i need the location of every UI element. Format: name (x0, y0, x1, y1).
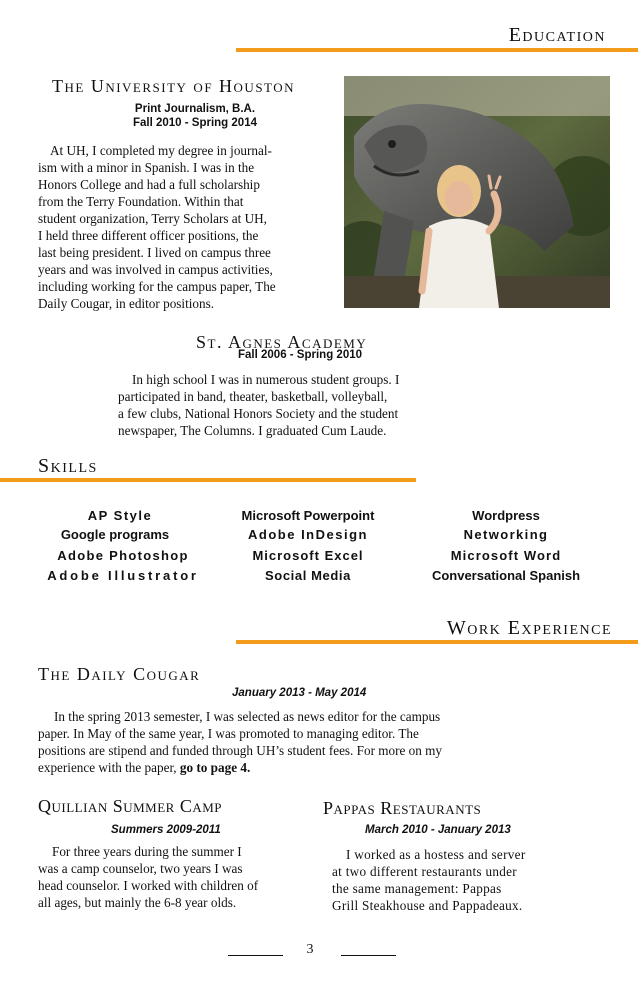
quillian-line: was a camp counselor, two years I was (38, 861, 243, 876)
skills-heading: Skills (38, 455, 98, 477)
daily-cougar-line: paper. In May of the same year, I was promoted to managing editor. The (38, 726, 419, 741)
st-agnes-line: In high school I was in numerous student groups. I (132, 372, 400, 387)
uh-line: student organization, Terry Scholars at UH, (38, 211, 267, 226)
skill-item: Adobe Illustrator (47, 568, 199, 583)
uh-line: At UH, I completed my degree in journal- (50, 143, 272, 158)
uh-line: I held three different officer positions, the (38, 228, 259, 243)
uh-line: from the Terry Foundation. Within that (38, 194, 244, 209)
quillian-line: For three years during the summer I (52, 844, 242, 859)
daily-cougar-line-last (38, 759, 598, 776)
uh-line: Daily Cougar, in editor positions. (38, 296, 215, 311)
daily-cougar-line: In the spring 2013 semester, I was selected as news editor for the campus (54, 709, 441, 724)
pappas-line: the same management: Pappas (332, 881, 502, 896)
daily-cougar-description (38, 708, 598, 776)
pappas-restaurants-description (332, 846, 582, 914)
skill-item: Google programs (60, 527, 170, 542)
pappas-line: at two different restaurants under (332, 864, 517, 879)
uh-dates: Fall 2010 - Spring 2014 (132, 117, 257, 129)
education-heading: Education (508, 24, 606, 46)
skill-item: Social Media (265, 568, 351, 583)
uh-line: last being president. I lived on campus three (38, 245, 271, 260)
uh-line: including working for the campus paper, The (38, 279, 276, 294)
uh-degree: Print Journalism, B.A. (134, 103, 256, 115)
daily-cougar-dates: January 2013 - May 2014 (232, 687, 367, 699)
skill-item: Microsoft Excel (252, 548, 364, 563)
work-heading: Work Experience (446, 617, 612, 639)
quillian-camp-dates: Summers 2009-2011 (111, 824, 221, 836)
skill-item: Conversational Spanish (431, 568, 581, 583)
st-agnes-line: participated in band, theater, basketball, volleyball, (118, 389, 388, 404)
uh-name: The University of Houston (52, 76, 296, 96)
st-agnes-description (118, 371, 478, 439)
quillian-camp-name: Quillian Summer Camp (38, 796, 223, 816)
pappas-line: Grill Steakhouse and Pappadeaux. (332, 898, 523, 913)
go-to-page-4-link[interactable]: go to page 4. (179, 760, 251, 775)
pappas-restaurants-dates: March 2010 - January 2013 (365, 824, 511, 836)
pappas-line: I worked as a hostess and server (346, 847, 526, 862)
skill-item: Adobe InDesign (248, 527, 368, 542)
uh-line: ism with a minor in Spanish. I was in the (38, 160, 255, 175)
quillian-line: all ages, but mainly the 6-8 year olds. (38, 895, 237, 910)
uh-line: Honors College and had a full scholarship (38, 177, 260, 192)
st-agnes-line: a few clubs, National Honors Society and the student (118, 406, 399, 421)
pappas-restaurants-name: Pappas Restaurants (323, 798, 482, 818)
st-agnes-dates: Fall 2006 - Spring 2010 (238, 349, 363, 361)
skill-item: Networking (463, 527, 549, 542)
footer-rule-right (341, 955, 396, 956)
skill-item: Microsoft Powerpoint (241, 508, 375, 523)
graduate-photo (344, 76, 610, 308)
st-agnes-line: newspaper, The Columns. I graduated Cum Laude. (118, 423, 387, 438)
st-agnes-name: St. Agnes Academy (196, 332, 368, 352)
skill-item: Microsoft Word (450, 548, 562, 563)
daily-cougar-line: positions are stipend and funded through UH’s student fees. For more on my (38, 743, 442, 758)
cougar-statue-photo-illustration (344, 76, 610, 308)
daily-cougar-last-text: experience with the paper, (38, 760, 177, 775)
education-rule (236, 48, 638, 52)
page-number: 3 (306, 942, 314, 957)
work-rule (236, 640, 638, 644)
quillian-line: head counselor. I worked with children of (38, 878, 259, 893)
skill-item: Wordpress (472, 508, 540, 523)
skills-rule (0, 478, 416, 482)
uh-line: years and was involved in campus activities, (38, 262, 273, 277)
uh-description (38, 142, 338, 312)
footer-rule-left (228, 955, 283, 956)
quillian-camp-description (38, 843, 308, 911)
skill-item: AP Style (87, 508, 153, 523)
daily-cougar-name: The Daily Cougar (38, 664, 201, 684)
skill-item: Adobe Photoshop (57, 548, 189, 563)
